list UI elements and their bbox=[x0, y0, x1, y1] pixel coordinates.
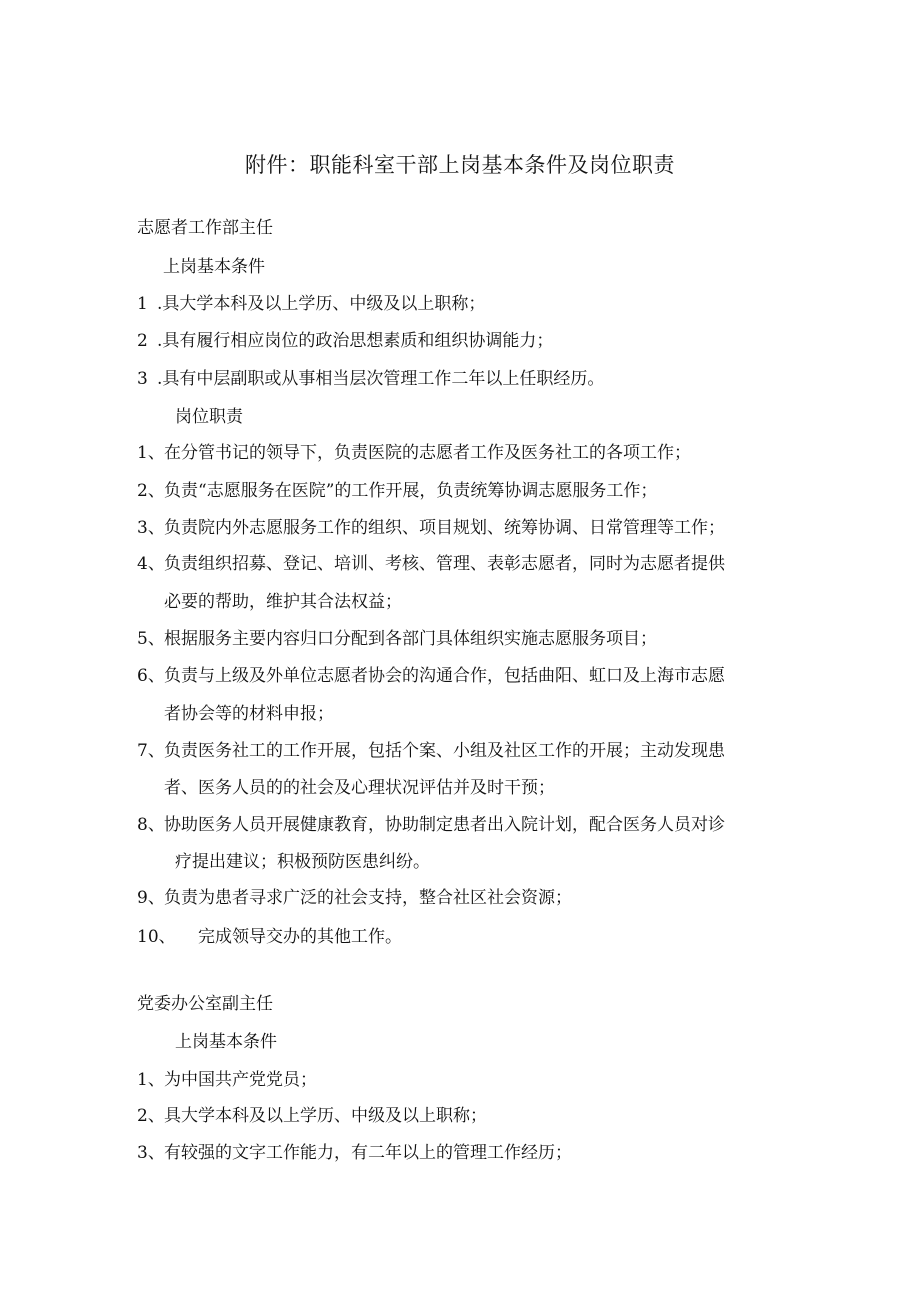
list-item: 在分管书记的领导下，负责医院的志愿者工作及医务社工的各项工作； bbox=[164, 443, 691, 463]
list-item: 完成领导交办的其他工作。 bbox=[198, 927, 402, 947]
list-number: 4、 bbox=[137, 554, 165, 574]
subsection-heading: 岗位职责 bbox=[175, 407, 243, 427]
list-number: 2、 bbox=[137, 481, 165, 501]
list-item-continuation: 疗提出建议；积极预防医患纠纷。 bbox=[175, 852, 430, 872]
list-item: 负责“志愿服务在医院”的工作开展，负责统筹协调志愿服务工作； bbox=[164, 481, 658, 501]
list-item: 负责组织招募、登记、培训、考核、管理、表彰志愿者，同时为志愿者提供 bbox=[164, 554, 725, 574]
section-heading: 志愿者工作部主任 bbox=[137, 218, 273, 238]
list-number: 1、 bbox=[137, 1070, 165, 1090]
list-number: 2 bbox=[137, 331, 148, 351]
list-item: .具有中层副职或从事相当层次管理工作二年以上任职经历。 bbox=[157, 369, 605, 389]
list-item: 具大学本科及以上学历、中级及以上职称； bbox=[164, 1106, 487, 1126]
list-number: 9、 bbox=[137, 888, 165, 908]
list-number: 5、 bbox=[137, 629, 165, 649]
subsection-heading: 上岗基本条件 bbox=[163, 257, 265, 277]
list-number: 1 bbox=[137, 294, 148, 314]
section-heading: 党委办公室副主任 bbox=[137, 994, 273, 1014]
list-item: 负责与上级及外单位志愿者协会的沟通合作，包括曲阳、虹口及上海市志愿 bbox=[164, 666, 725, 686]
list-item-continuation: 必要的帮助，维护其合法权益； bbox=[164, 592, 402, 612]
list-number: 8、 bbox=[137, 815, 165, 835]
list-number: 7、 bbox=[137, 741, 165, 761]
list-item: 有较强的文字工作能力，有二年以上的管理工作经历； bbox=[164, 1143, 572, 1163]
list-item-continuation: 者、医务人员的的社会及心理状况评估并及时干预； bbox=[164, 778, 555, 798]
list-number: 2、 bbox=[137, 1106, 165, 1126]
list-number: 10、 bbox=[137, 927, 176, 947]
list-item: 根据服务主要内容归口分配到各部门具体组织实施志愿服务项目； bbox=[164, 629, 657, 649]
list-item: 负责院内外志愿服务工作的组织、项目规划、统筹协调、日常管理等工作； bbox=[164, 518, 725, 538]
list-item: .具大学本科及以上学历、中级及以上职称； bbox=[157, 294, 486, 314]
list-item: 协助医务人员开展健康教育，协助制定患者出入院计划，配合医务人员对诊 bbox=[164, 815, 725, 835]
page-title: 附件：职能科室干部上岗基本条件及岗位职责 bbox=[245, 153, 675, 177]
list-number: 6、 bbox=[137, 666, 165, 686]
subsection-heading: 上岗基本条件 bbox=[175, 1032, 277, 1052]
list-item: 负责医务社工的工作开展，包括个案、小组及社区工作的开展；主动发现患 bbox=[164, 741, 725, 761]
list-item: .具有履行相应岗位的政治思想素质和组织协调能力； bbox=[157, 331, 554, 351]
list-item: 为中国共产党党员； bbox=[164, 1070, 317, 1090]
list-number: 3、 bbox=[137, 518, 165, 538]
list-number: 3 bbox=[137, 369, 148, 389]
list-item: 负责为患者寻求广泛的社会支持，整合社区社会资源； bbox=[164, 888, 572, 908]
list-number: 1、 bbox=[137, 443, 165, 463]
list-item-continuation: 者协会等的材料申报； bbox=[164, 704, 334, 724]
list-number: 3、 bbox=[137, 1143, 165, 1163]
